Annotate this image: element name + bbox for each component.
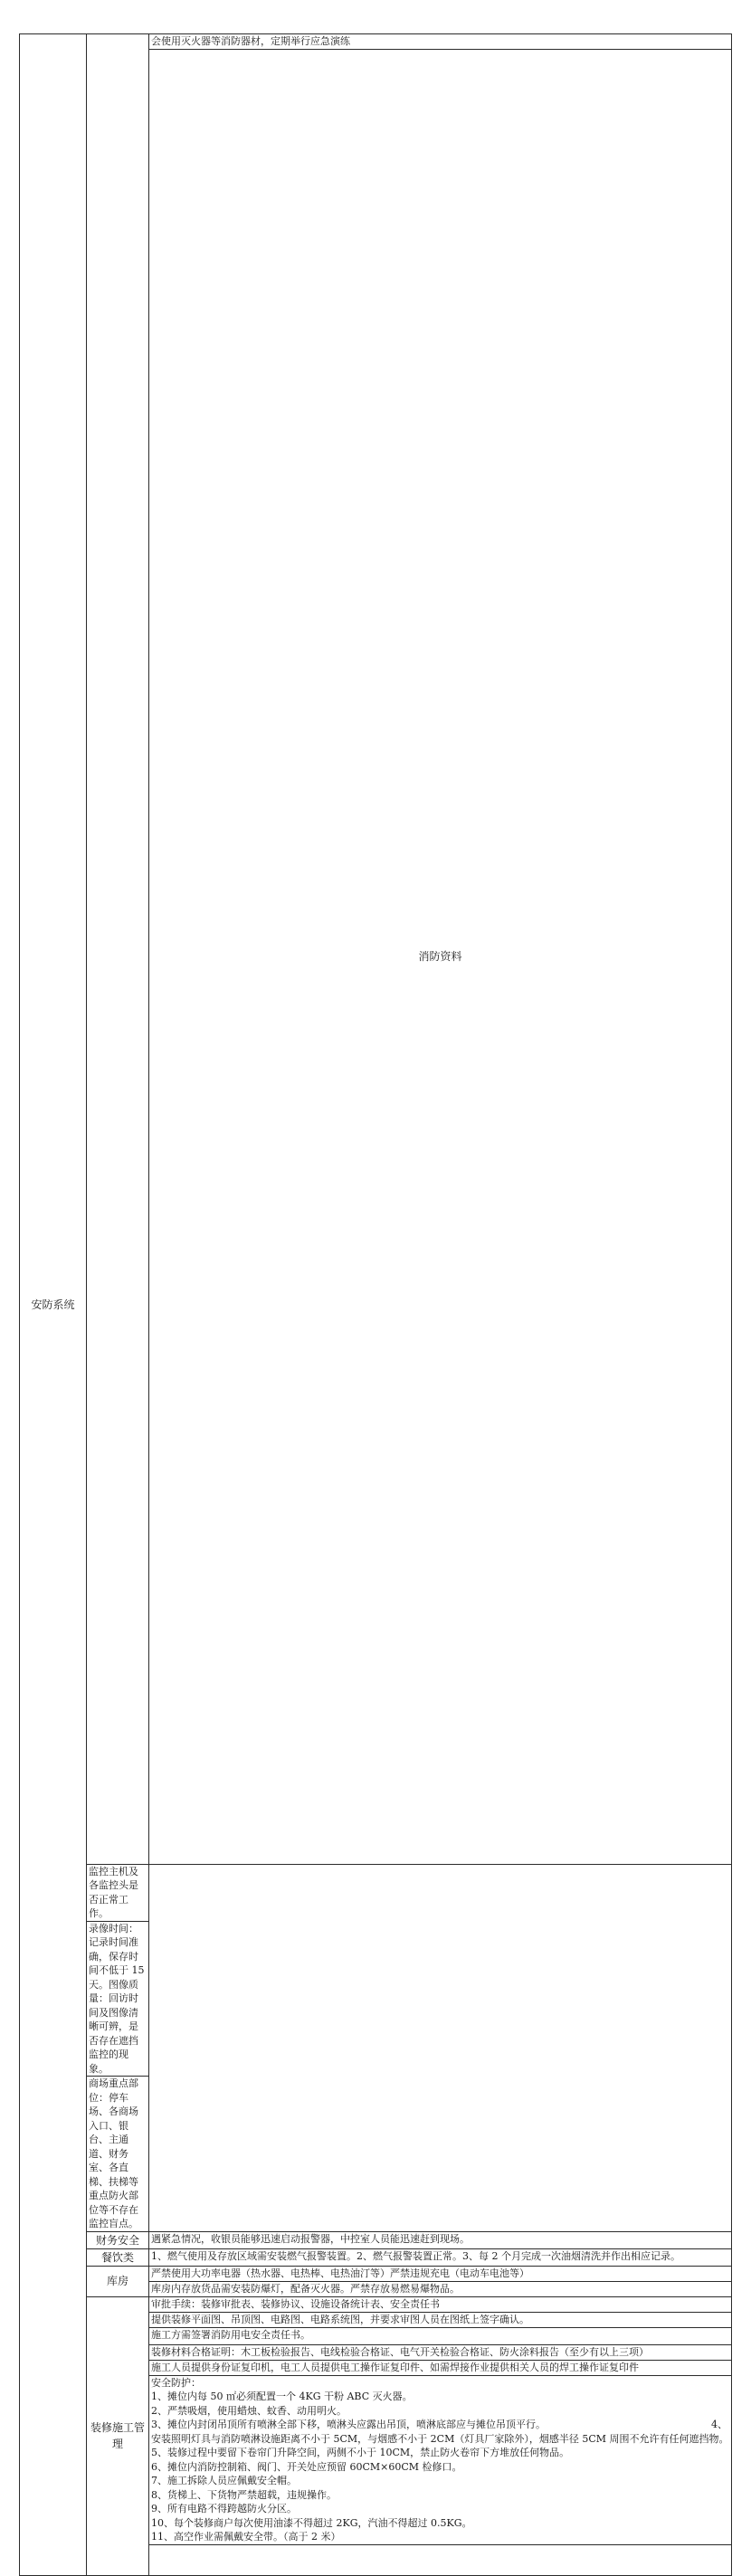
category-food: 餐饮类 [87,2248,149,2266]
table-row: 装修材料合格证明：木工板检验报告、电线检验合格证、电气开关检验合格证、防火涂料报告（至少有以上三项） [149,2344,732,2360]
category-storage: 库房 [87,2266,149,2296]
table-row: 遇紧急情况，收银员能够迅速启动报警器，中控室人员能迅速赶到现场。 [149,2231,732,2248]
safety-item-4-marker: 4、 [711,2419,727,2430]
table-row: 录像时间：记录时间准确，保存时间不低于 15 天。图像质量：回访时间及图像清晰可辨，是否存在遮挡监控的现象。 [87,1921,149,2077]
table-row: 监控主机及各监控头是否正常工作。 [87,1864,149,1921]
table-row: 严禁使用大功率电器（热水器、电热棒、电热油汀等）严禁违规充电（电动车电池等） [149,2266,732,2281]
blank-category-cell [87,34,149,1865]
table-row: 库房内存放货品需安装防爆灯，配备灭火器。严禁存放易燃易爆物品。 [149,2281,732,2296]
category-fire-docs: 消防资料 [149,50,732,1865]
safety-line: 1、摊位内每 50 ㎡必须配置一个 4KG 干粉 ABC 灭火器。 [151,2391,413,2402]
safety-line: 2、严禁吸烟，使用蜡烛、蚊香、动用明火。 [151,2404,347,2417]
safety-line: 安全防护： [151,2376,201,2389]
safety-line: 6、摊位内消防控制箱、阀门、开关处应预留 60CM×60CM 检修口。 [151,2460,462,2473]
safety-line: 9、所有电路不得跨越防火分区。 [151,2503,297,2514]
table-row: 施工人员提供身份证复印机，电工人员提供电工操作证复印件、如需焊接作业提供相关人员的焊工操作证复印件 [149,2360,732,2375]
category-finance: 财务安全 [87,2231,149,2248]
table-row: 1、燃气使用及存放区域需安装燃气报警装置。2、燃气报警装置正常。3、每 2 个月完成一次油烟清洗并作出相应记录。 [149,2248,732,2266]
category-renovation: 装修施工管理 [87,2296,149,2575]
table-row: 审批手续：装修审批表、装修协议、设施设备统计表、安全责任书 [149,2296,732,2312]
safety-line: 10、每个装修商户每次使用油漆不得超过 2KG，汽油不得超过 0.5KG。 [151,2516,472,2529]
safety-line: 7、施工拆除人员应佩戴安全帽。 [151,2475,297,2486]
table-row: 商场重点部位：停车场、各商场入口、银台、主通道、财务室、各直梯、扶梯等重点防火部位等不存在监控盲点。 [87,2077,149,2232]
safety-line: 5、装修过程中要留下卷帘门升降空间，两侧不小于 10CM，禁止防火卷帘下方堆放任何物品。 [151,2447,570,2458]
safety-line: 安装照明灯具与消防喷淋设施距离不小于 5CM，与烟感不小于 2CM（灯具厂家除外），烟感半径 5CM 周围不允许有任何遮挡物。 [151,2432,729,2445]
blank-category-cell [149,2544,732,2575]
safety-line-text: 3、摊位内封闭吊顶所有喷淋全部下移，喷淋头应露出吊顶，喷淋底部应与摊位吊顶平行。 [151,2419,546,2430]
table-row: 提供装修平面图、吊顶图、电路图、电路系统图，并要求审图人员在图纸上签字确认。 [149,2312,732,2327]
security-checklist-table [19,33,732,2576]
safety-line: 11、高空作业需佩戴安全带。（高于 2 米） [151,2531,341,2543]
table-row: 会使用灭火器等消防器材，定期举行应急演练 [149,34,732,50]
safety-protection-cell [149,2375,732,2544]
system-label-cell: 安防系统 [20,34,87,2576]
table-row: 施工方需签署消防用电安全责任书。 [149,2327,732,2344]
safety-line [151,2418,729,2432]
safety-line: 8、货梯上、下货物严禁超载，违规操作。 [151,2488,337,2501]
